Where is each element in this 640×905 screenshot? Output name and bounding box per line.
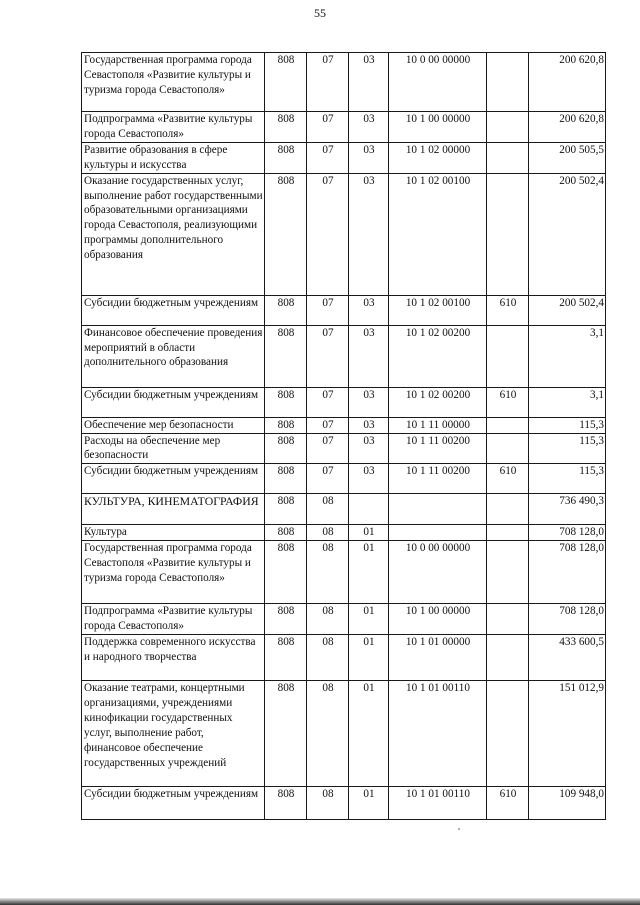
row-ministry-code: 808 — [265, 604, 307, 635]
row-sum: 708 128,0 — [529, 604, 606, 635]
row-expense-type-code: 610 — [487, 787, 529, 820]
row-ministry-code: 808 — [265, 635, 307, 681]
row-sum: 433 600,5 — [529, 635, 606, 681]
row-target-code: 10 1 11 00200 — [389, 433, 487, 464]
row-subsection-code: 03 — [349, 325, 389, 387]
table-row — [82, 433, 606, 464]
row-subsection-code: 03 — [349, 417, 389, 433]
budget-table-body — [82, 53, 606, 820]
row-ministry-code: 808 — [265, 464, 307, 494]
row-subsection-code: 03 — [349, 433, 389, 464]
row-name: Субсидии бюджетным учреждениям — [82, 787, 265, 820]
row-subsection-code: 01 — [349, 681, 389, 787]
row-expense-type-code — [487, 53, 529, 112]
row-subsection-code — [349, 494, 389, 525]
row-section-code: 07 — [307, 387, 349, 417]
row-expense-type-code — [487, 325, 529, 387]
table-row — [82, 604, 606, 635]
row-sum: 708 128,0 — [529, 525, 606, 541]
row-target-code: 10 1 02 00100 — [389, 295, 487, 325]
row-target-code: 10 1 01 00110 — [389, 681, 487, 787]
row-section-code: 07 — [307, 295, 349, 325]
table-row — [82, 295, 606, 325]
row-sum: 200 502,4 — [529, 295, 606, 325]
row-sum: 115,3 — [529, 417, 606, 433]
row-subsection-code: 01 — [349, 604, 389, 635]
row-expense-type-code — [487, 112, 529, 143]
row-ministry-code: 808 — [265, 53, 307, 112]
row-subsection-code: 01 — [349, 541, 389, 604]
row-subsection-code: 03 — [349, 387, 389, 417]
row-name: Финансовое обеспечение проведения мероприятий в области дополнительного образования — [82, 325, 265, 387]
row-section-code: 08 — [307, 681, 349, 787]
row-section-code: 07 — [307, 464, 349, 494]
row-target-code: 10 1 00 00000 — [389, 604, 487, 635]
row-section-code: 07 — [307, 173, 349, 295]
row-expense-type-code — [487, 525, 529, 541]
row-ministry-code: 808 — [265, 173, 307, 295]
table-row — [82, 681, 606, 787]
table-row — [82, 142, 606, 173]
row-sum: 200 505,5 — [529, 142, 606, 173]
row-subsection-code: 03 — [349, 464, 389, 494]
row-sum: 3,1 — [529, 387, 606, 417]
table-row — [82, 541, 606, 604]
scan-speck — [458, 828, 460, 830]
row-expense-type-code: 610 — [487, 387, 529, 417]
row-ministry-code: 808 — [265, 433, 307, 464]
row-section-code: 08 — [307, 494, 349, 525]
row-expense-type-code — [487, 494, 529, 525]
row-sum: 708 128,0 — [529, 541, 606, 604]
row-name: КУЛЬТУРА, КИНЕМАТОГРАФИЯ — [82, 494, 265, 525]
table-row — [82, 173, 606, 295]
row-ministry-code: 808 — [265, 681, 307, 787]
row-subsection-code: 03 — [349, 142, 389, 173]
row-expense-type-code: 610 — [487, 295, 529, 325]
row-name: Оказание театрами, концертными организациями, учреждениями кинофикации государственных услуг, выполнение работ, финансовое обеспечение государственных учреждений — [82, 681, 265, 787]
row-section-code: 08 — [307, 525, 349, 541]
row-section-code: 07 — [307, 142, 349, 173]
row-expense-type-code — [487, 142, 529, 173]
row-name: Подпрограмма «Развитие культуры города Севастополя» — [82, 112, 265, 143]
row-sum: 115,3 — [529, 433, 606, 464]
table-row — [82, 417, 606, 433]
row-subsection-code: 03 — [349, 295, 389, 325]
row-sum: 151 012,9 — [529, 681, 606, 787]
row-sum: 109 948,0 — [529, 787, 606, 820]
row-expense-type-code — [487, 173, 529, 295]
row-target-code — [389, 494, 487, 525]
row-sum: 115,3 — [529, 464, 606, 494]
row-name: Субсидии бюджетным учреждениям — [82, 295, 265, 325]
row-target-code: 10 1 11 00200 — [389, 464, 487, 494]
row-sum: 200 502,4 — [529, 173, 606, 295]
row-expense-type-code — [487, 604, 529, 635]
row-target-code: 10 0 00 00000 — [389, 53, 487, 112]
row-target-code: 10 1 02 00200 — [389, 387, 487, 417]
row-expense-type-code — [487, 433, 529, 464]
row-section-code: 08 — [307, 787, 349, 820]
row-target-code: 10 1 02 00200 — [389, 325, 487, 387]
row-ministry-code: 808 — [265, 142, 307, 173]
row-expense-type-code — [487, 681, 529, 787]
row-ministry-code: 808 — [265, 541, 307, 604]
row-ministry-code: 808 — [265, 112, 307, 143]
row-subsection-code: 03 — [349, 53, 389, 112]
row-sum: 3,1 — [529, 325, 606, 387]
row-ministry-code: 808 — [265, 387, 307, 417]
row-ministry-code: 808 — [265, 494, 307, 525]
row-expense-type-code — [487, 635, 529, 681]
table-row — [82, 464, 606, 494]
row-sum: 736 490,3 — [529, 494, 606, 525]
table-row — [82, 325, 606, 387]
row-ministry-code: 808 — [265, 525, 307, 541]
table-row — [82, 787, 606, 820]
table-row — [82, 53, 606, 112]
row-expense-type-code — [487, 541, 529, 604]
row-target-code: 10 1 01 00000 — [389, 635, 487, 681]
table-row — [82, 525, 606, 541]
row-section-code: 07 — [307, 433, 349, 464]
row-section-code: 07 — [307, 417, 349, 433]
table-row — [82, 494, 606, 525]
row-section-code: 08 — [307, 635, 349, 681]
row-name: Культура — [82, 525, 265, 541]
row-sum: 200 620,8 — [529, 53, 606, 112]
row-name: Подпрограмма «Развитие культуры города Севастополя» — [82, 604, 265, 635]
row-target-code: 10 1 02 00000 — [389, 142, 487, 173]
row-target-code: 10 1 11 00000 — [389, 417, 487, 433]
scan-edge — [0, 898, 640, 905]
row-name: Субсидии бюджетным учреждениям — [82, 464, 265, 494]
row-subsection-code: 01 — [349, 635, 389, 681]
row-expense-type-code: 610 — [487, 464, 529, 494]
row-ministry-code: 808 — [265, 787, 307, 820]
row-target-code — [389, 525, 487, 541]
row-subsection-code: 01 — [349, 787, 389, 820]
row-name: Субсидии бюджетным учреждениям — [82, 387, 265, 417]
row-subsection-code: 03 — [349, 112, 389, 143]
row-ministry-code: 808 — [265, 325, 307, 387]
row-name: Поддержка современного искусства и народного творчества — [82, 635, 265, 681]
table-row — [82, 387, 606, 417]
row-name: Государственная программа города Севастополя «Развитие культуры и туризма города Севастополя» — [82, 53, 265, 112]
row-ministry-code: 808 — [265, 417, 307, 433]
row-name: Расходы на обеспечение мер безопасности — [82, 433, 265, 464]
row-expense-type-code — [487, 417, 529, 433]
row-target-code: 10 1 00 00000 — [389, 112, 487, 143]
row-target-code: 10 1 01 00110 — [389, 787, 487, 820]
row-section-code: 08 — [307, 604, 349, 635]
row-subsection-code: 03 — [349, 173, 389, 295]
row-target-code: 10 1 02 00100 — [389, 173, 487, 295]
row-name: Обеспечение мер безопасности — [82, 417, 265, 433]
table-row — [82, 112, 606, 143]
row-name: Оказание государственных услуг, выполнение работ государственными образовательными организациями города Севастополя, реализующими программы дополнительного образования — [82, 173, 265, 295]
row-subsection-code: 01 — [349, 525, 389, 541]
row-target-code: 10 0 00 00000 — [389, 541, 487, 604]
row-section-code: 07 — [307, 53, 349, 112]
budget-table — [81, 52, 606, 820]
row-ministry-code: 808 — [265, 295, 307, 325]
row-section-code: 08 — [307, 541, 349, 604]
row-section-code: 07 — [307, 325, 349, 387]
row-name: Государственная программа города Севастополя «Развитие культуры и туризма города Севастополя» — [82, 541, 265, 604]
row-section-code: 07 — [307, 112, 349, 143]
page-number: 55 — [314, 6, 326, 20]
table-row — [82, 635, 606, 681]
row-sum: 200 620,8 — [529, 112, 606, 143]
row-name: Развитие образования в сфере культуры и искусства — [82, 142, 265, 173]
